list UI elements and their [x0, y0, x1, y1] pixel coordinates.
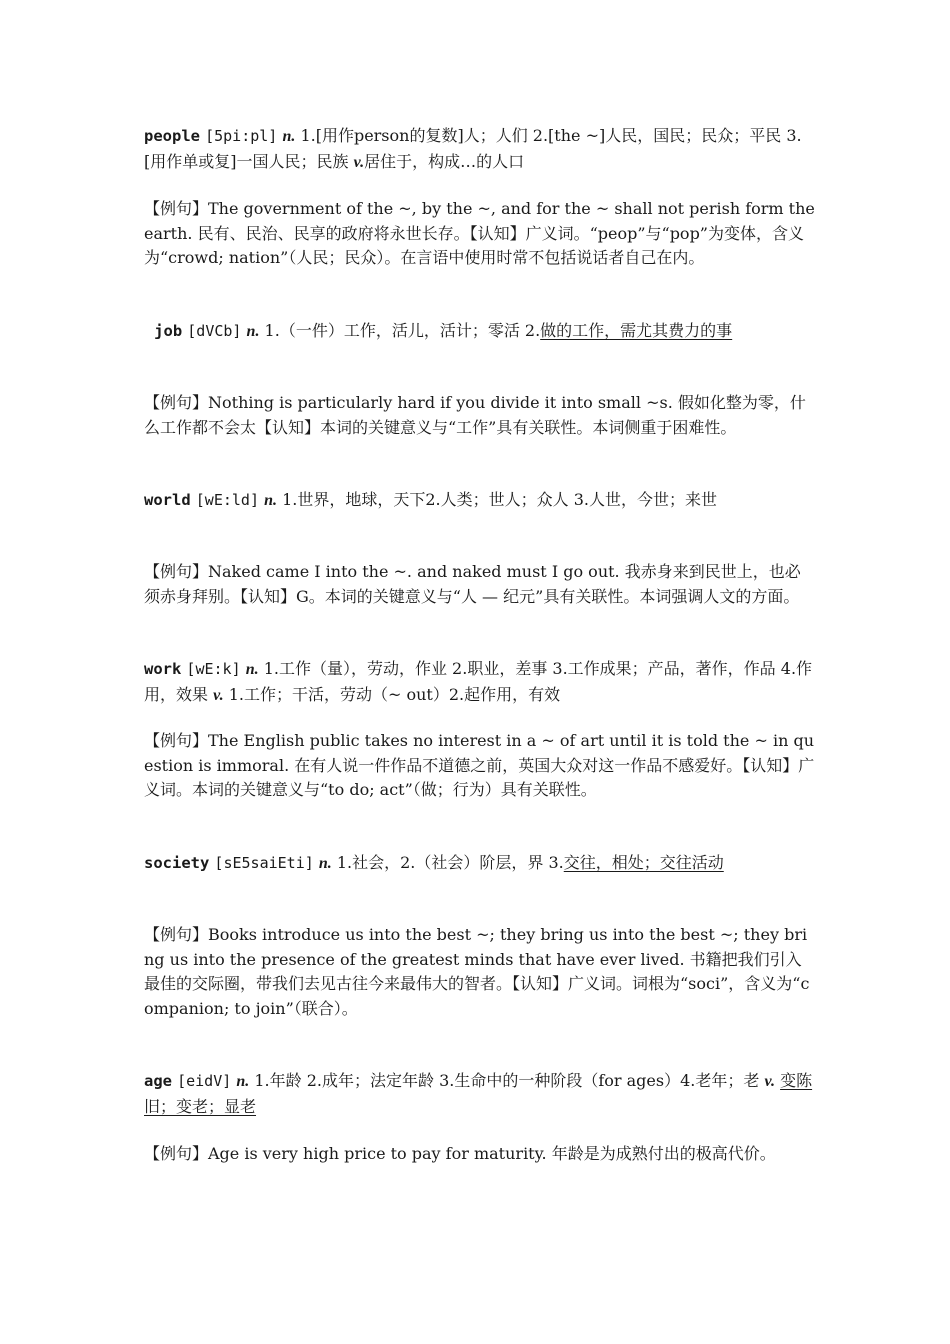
- definition: 1.（一件）工作，活儿，活计；零活 2.: [264, 321, 541, 340]
- definition-underlined: 变陈旧；变老；显老: [144, 1071, 813, 1116]
- entry-headline: [144, 488, 816, 514]
- part-of-speech: n.: [236, 1073, 250, 1090]
- entry-headline: [144, 124, 816, 175]
- part-of-speech: n.: [245, 661, 259, 678]
- definition: 1.[用作person的复数]人；人们 2.[the ~]人民，国民；民众；平民 3.[用作单或复]一国人民；民族: [144, 126, 802, 171]
- definition: 1.年龄 2.成年；法定年龄 3.生命中的一种阶段（for ages）4.老年；老: [254, 1071, 760, 1090]
- definition: 居住于，构成…的人口: [364, 151, 525, 171]
- part-of-speech: n.: [318, 855, 332, 872]
- example-paragraph: 【例句】Age is very high price to pay for maturity. 年龄是为成熟付出的极高代价。: [144, 1144, 776, 1163]
- phonetic: [wE:ld]: [195, 491, 259, 509]
- definition-underlined: 做的工作，需尤其费力的事: [540, 321, 733, 340]
- part-of-speech: n.: [246, 323, 260, 340]
- phonetic: [dVCb]: [187, 322, 242, 340]
- definition-underlined: 交往，相处；交往活动: [563, 853, 724, 872]
- entry-headline: [144, 851, 816, 877]
- entry-headline: [144, 1069, 816, 1119]
- example-paragraph: 【例句】Naked came I into the ~. and naked must I go out. 我赤身来到民世上，也必须赤身拜别。【认知】G。本词的关键意义与“人 — 纪元”具有关联性。本词强调人文的方面。: [144, 562, 801, 606]
- phonetic: [sE5saiEti]: [214, 854, 314, 872]
- definition: 1.工作；干活，劳动（~ out）2.起作用，有效: [228, 684, 561, 704]
- phonetic: [5pi:pl]: [205, 127, 278, 145]
- example-paragraph: 【例句】Books introduce us into the best ~; they bring us into the best ~; they bring us into the presence of the greatest minds that have ever lived. 书籍把我们引入最佳的交际圈，带我们去见古往今来最伟大的智者。【认知】广义词。词根为“soci”，含义为“companion; to join”（联合）。: [144, 925, 810, 1018]
- phonetic: [wE:k]: [186, 660, 241, 678]
- headword: job: [154, 322, 183, 340]
- part-of-speech: n.: [264, 492, 277, 509]
- headword: world: [144, 491, 191, 509]
- example-paragraph: 【例句】The English public takes no interest in a ~ of art until it is told the ~ in question is immoral. 在有人说一件作品不道德之前，英国大众对这一作品不感爱好。【认知】广义词。本词的关键意义与“to do; act”（做；行为）具有关联性。: [144, 731, 815, 799]
- part-of-speech: v.: [353, 153, 365, 171]
- definition: 1.社会，2.（社会）阶层，界 3.: [336, 853, 564, 872]
- headword: people: [144, 127, 200, 145]
- example-paragraph: 【例句】Nothing is particularly hard if you divide it into small ~s. 假如化整为零，什么工作都不会太【认知】本词的关键意义与“工作”具有关联性。本词侧重于困难性。: [144, 393, 806, 437]
- headword: society: [144, 854, 210, 872]
- part-of-speech: n.: [282, 128, 296, 145]
- example-paragraph: 【例句】The government of the ~, by the ~, and for the ~ shall not perish form the earth. 民有、民治、民享的政府将永世长存。【认知】广义词。“peop”与“pop”为变体，含义为“crowd; nation”（人民；民众）。在言语中使用时常不包括说话者自己在内。: [144, 199, 815, 267]
- part-of-speech: v.: [213, 686, 224, 704]
- part-of-speech: v.: [764, 1073, 775, 1090]
- phonetic: [eidV]: [177, 1072, 232, 1090]
- entry-headline: [144, 319, 816, 345]
- definition: 1.世界，地球，天下2.人类；世人；众人 3.人世，今世；来世: [282, 490, 717, 509]
- entry-headline: [144, 657, 816, 708]
- headword: work: [144, 660, 182, 678]
- headword: age: [144, 1072, 172, 1090]
- definition: 1.工作（量），劳动，作业 2.职业，差事 3.工作成果；产品，著作，作品 4.作用，效果: [144, 659, 813, 704]
